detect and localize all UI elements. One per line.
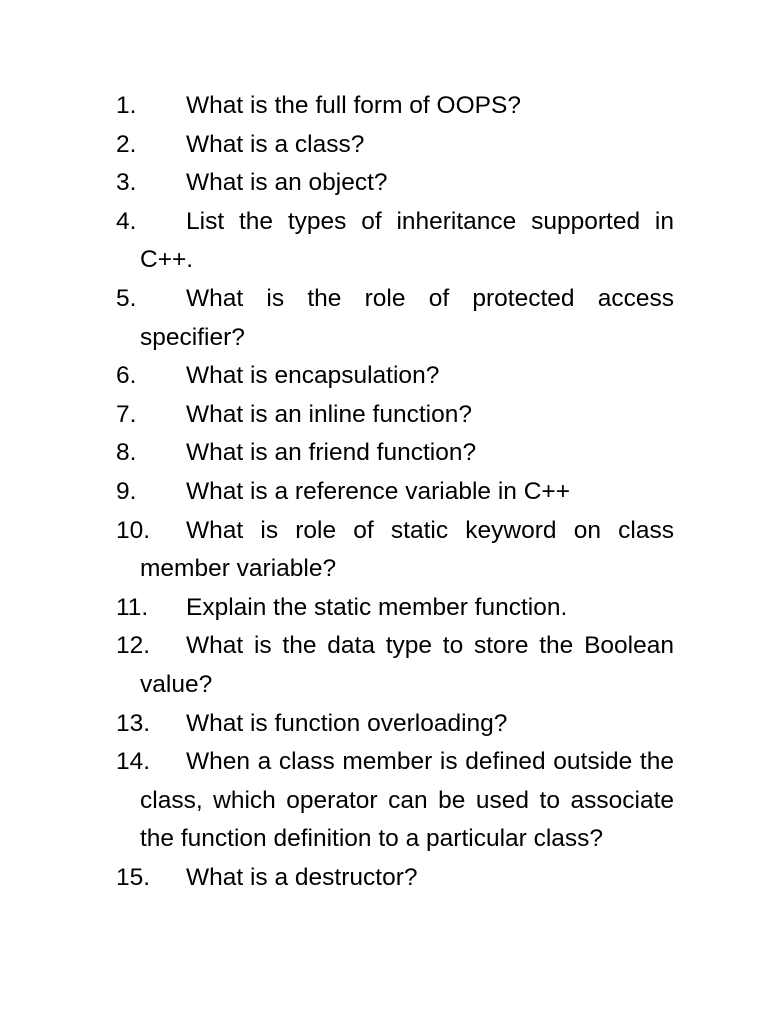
list-item	[116, 164, 674, 203]
item-number: 9.	[116, 477, 137, 505]
item-number: 4.	[116, 207, 137, 235]
list-item	[116, 705, 674, 744]
document-page	[116, 87, 674, 897]
list-item	[116, 203, 674, 280]
item-number: 8.	[116, 439, 137, 467]
list-item	[116, 126, 674, 165]
item-number: 7.	[116, 400, 137, 428]
item-number: 15.	[116, 863, 151, 891]
item-text: What is an object?	[186, 169, 388, 197]
list-item	[116, 396, 674, 435]
item-number: 3.	[116, 169, 137, 197]
item-text: What is encapsulation?	[186, 362, 440, 390]
item-text: What is an friend function?	[186, 439, 477, 467]
list-item	[116, 357, 674, 396]
item-text: Explain the static member function.	[186, 593, 568, 621]
item-number: 1.	[116, 92, 137, 119]
list-item	[116, 473, 674, 512]
item-number: 12.	[116, 632, 151, 660]
item-text: When a class member is defined outside the class, which operator can be used to associate the function definition to a particular class?	[140, 748, 674, 853]
item-number: 6.	[116, 362, 137, 390]
list-item	[116, 589, 674, 628]
item-number: 2.	[116, 130, 137, 158]
item-number: 13.	[116, 709, 151, 737]
list-item	[116, 859, 674, 898]
item-text: What is the role of protected access specifier?	[140, 284, 674, 351]
item-number: 11.	[116, 593, 149, 621]
item-number: 5.	[116, 284, 137, 312]
list-item	[116, 280, 674, 357]
item-text: What is function overloading?	[186, 709, 508, 737]
item-number: 10.	[116, 516, 151, 544]
item-text: What is the full form of OOPS?	[186, 92, 521, 119]
item-text: List the types of inheritance supported in C++.	[140, 207, 674, 274]
list-item	[116, 434, 674, 473]
question-list	[116, 87, 674, 897]
list-item	[116, 512, 674, 589]
item-text: What is an inline function?	[186, 400, 472, 428]
list-item	[116, 87, 674, 126]
item-text: What is a class?	[186, 130, 365, 158]
list-item	[116, 627, 674, 704]
item-text: What is role of static keyword on class member variable?	[140, 516, 674, 583]
item-text: What is a reference variable in C++	[186, 477, 571, 505]
item-number: 14.	[116, 748, 151, 776]
item-text: What is the data type to store the Boolean value?	[140, 632, 674, 698]
item-text: What is a destructor?	[186, 863, 418, 891]
list-item	[116, 743, 674, 859]
